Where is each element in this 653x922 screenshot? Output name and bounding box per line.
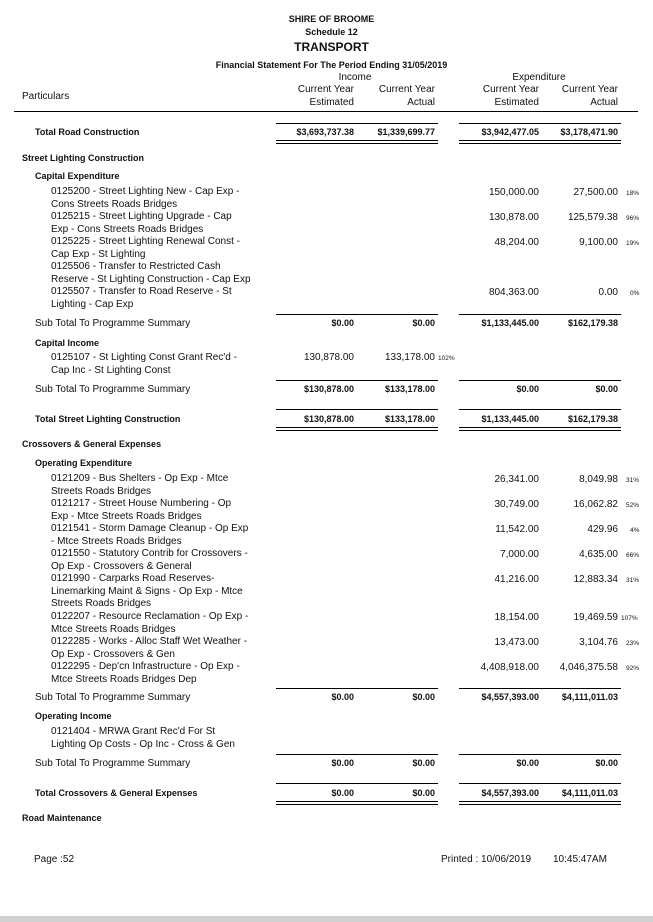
line-item-desc: 0125506 - Transfer to Restricted Cash Reserve - St Lighting Construction - Cap Exp xyxy=(51,261,251,285)
printed-date: Printed : 10/06/2019 xyxy=(441,854,532,865)
total-exp-est: $1,133,445.00 xyxy=(481,414,539,424)
group-heading: Capital Expenditure xyxy=(35,171,120,181)
subtotal-label: Sub Total To Programme Summary xyxy=(35,692,191,703)
line-item-pct: 31% xyxy=(626,577,640,584)
subtotal-inc-act: $0.00 xyxy=(412,318,435,328)
line-item-exp-est: 11,542.00 xyxy=(495,524,539,535)
double-rule xyxy=(459,427,621,431)
rule xyxy=(276,783,438,784)
col-inc-act-2: Actual xyxy=(407,97,435,108)
subtotal-inc-act: $0.00 xyxy=(412,692,435,702)
line-item-exp-act: 125,579.38 xyxy=(567,212,618,223)
subtotal-exp-act: $162,179.38 xyxy=(567,318,618,328)
double-rule xyxy=(459,140,621,144)
subtotal-inc-est: $130,878.00 xyxy=(303,384,354,394)
subtotal-exp-est: $4,557,393.00 xyxy=(481,692,539,702)
line-item-exp-act: 4,046,375.58 xyxy=(559,662,618,673)
line-item-desc: 0121217 - Street House Numbering - Op Exp - Mtce Streets Roads Bridges xyxy=(51,498,232,522)
schedule-label: Schedule 12 xyxy=(305,27,358,37)
line-item-desc: 0125107 - St Lighting Const Grant Rec'd - Cap Inc - St Lighting Const xyxy=(51,352,237,376)
total-road-inc-act: $1,339,699.77 xyxy=(377,127,435,137)
line-item-pct: 52% xyxy=(626,502,640,509)
line-item-exp-est: 4,408,918.00 xyxy=(480,662,539,673)
line-item-pct: 107% xyxy=(621,615,638,622)
total-exp-est: $4,557,393.00 xyxy=(481,788,539,798)
group-heading: Operating Expenditure xyxy=(35,458,133,468)
section-heading: Road Maintenance xyxy=(22,813,102,823)
line-item-exp-act: 9,100.00 xyxy=(579,237,618,248)
page-number: Page :52 xyxy=(34,854,75,865)
section-heading: Street Lighting Construction xyxy=(22,153,144,163)
line-item-desc: 0122295 - Dep'cn Infrastructure - Op Exp - Mtce Streets Roads Bridges Dep xyxy=(51,661,240,685)
line-item-desc: 0121550 - Statutory Contrib for Crossovers - Op Exp - Crossovers & General xyxy=(51,548,248,572)
line-item-desc: 0121541 - Storm Damage Cleanup - Op Exp - Mtce Streets Roads Bridges xyxy=(51,523,249,547)
line-item-exp-est: 41,216.00 xyxy=(494,574,539,585)
income-header: Income xyxy=(338,72,372,83)
line-item-desc: 0121209 - Bus Shelters - Op Exp - Mtce Streets Roads Bridges xyxy=(51,473,229,497)
line-item-exp-act: 19,469.59 xyxy=(573,612,618,623)
rule xyxy=(459,409,621,410)
rule xyxy=(276,409,438,410)
line-item-exp-est: 13,473.00 xyxy=(494,637,539,648)
line-item-desc: 0125215 - Street Lighting Upgrade - Cap Exp - Cons Streets Roads Bridges xyxy=(51,211,232,235)
line-item-pct: 102% xyxy=(438,355,455,362)
line-item-exp-act: 429.96 xyxy=(587,524,618,535)
rule xyxy=(459,783,621,784)
header-divider xyxy=(14,111,638,112)
line-item-inc-act: 133,178.00 xyxy=(384,352,435,363)
total-road-construction-label: Total Road Construction xyxy=(35,127,140,137)
total-road-inc-est: $3,693,737.38 xyxy=(296,127,354,137)
line-item-pct: 18% xyxy=(626,190,640,197)
line-item-pct: 23% xyxy=(626,640,640,647)
printed-time: 10:45:47AM xyxy=(553,854,607,865)
particulars-header: Particulars xyxy=(22,91,70,102)
subtotal-exp-est: $0.00 xyxy=(516,758,539,768)
rule xyxy=(459,123,621,124)
line-item-exp-act: 27,500.00 xyxy=(573,187,618,198)
line-item-desc: 0122207 - Resource Reclamation - Op Exp - Mtce Streets Roads Bridges xyxy=(51,611,249,635)
rule xyxy=(459,314,621,315)
subtotal-inc-act: $133,178.00 xyxy=(384,384,435,394)
line-item-exp-act: 4,635.00 xyxy=(579,549,618,560)
subtotal-exp-act: $4,111,011.03 xyxy=(561,692,618,702)
total-inc-act: $0.00 xyxy=(412,788,435,798)
total-exp-act: $4,111,011.03 xyxy=(561,788,618,798)
subtotal-exp-est: $0.00 xyxy=(516,384,539,394)
subtotal-exp-est: $1,133,445.00 xyxy=(481,318,539,328)
line-item-pct: 19% xyxy=(626,240,640,247)
col-inc-est-2: Estimated xyxy=(309,97,354,108)
section-heading: Crossovers & General Expenses xyxy=(22,439,162,449)
double-rule xyxy=(276,801,438,805)
rule xyxy=(459,688,621,689)
line-item-exp-est: 7,000.00 xyxy=(500,549,539,560)
rule xyxy=(276,314,438,315)
col-inc-act-1: Current Year xyxy=(378,84,435,95)
line-item-exp-act: 16,062.82 xyxy=(573,499,618,510)
line-item-desc: 0121404 - MRWA Grant Rec'd For St Lighting Op Costs - Op Inc - Cross & Gen xyxy=(51,726,235,750)
group-heading: Operating Income xyxy=(35,711,112,721)
rule xyxy=(459,754,621,755)
rule xyxy=(276,123,438,124)
col-exp-est-1: Current Year xyxy=(482,84,539,95)
line-item-exp-est: 804,363.00 xyxy=(488,287,539,298)
subtotal-inc-act: $0.00 xyxy=(412,758,435,768)
line-item-exp-act: 0.00 xyxy=(598,287,618,298)
section-total-label: Total Street Lighting Construction xyxy=(35,414,181,424)
subtotal-inc-est: $0.00 xyxy=(331,318,354,328)
line-item-pct: 0% xyxy=(630,290,640,297)
double-rule xyxy=(276,427,438,431)
col-exp-est-2: Estimated xyxy=(494,97,539,108)
total-inc-est: $130,878.00 xyxy=(303,414,354,424)
org-name: SHIRE OF BROOME xyxy=(288,14,375,24)
total-inc-est: $0.00 xyxy=(331,788,354,798)
col-inc-est-1: Current Year xyxy=(297,84,354,95)
subtotal-exp-act: $0.00 xyxy=(595,758,618,768)
line-item-desc: 0125507 - Transfer to Road Reserve - St Lighting - Cap Exp xyxy=(51,286,232,310)
line-item-exp-est: 18,154.00 xyxy=(494,612,539,623)
col-exp-act-1: Current Year xyxy=(561,84,618,95)
statement-period: Financial Statement For The Period Ending 31/05/2019 xyxy=(215,60,448,70)
col-exp-act-2: Actual xyxy=(590,97,618,108)
rule xyxy=(276,380,438,381)
double-rule xyxy=(276,140,438,144)
line-item-pct: 96% xyxy=(626,215,640,222)
line-item-desc: 0121990 - Carparks Road Reserves- Linemarking Maint & Signs - Op Exp - Mtce Streets Roads Bridges xyxy=(51,573,243,609)
line-item-exp-est: 130,878.00 xyxy=(488,212,539,223)
expenditure-header: Expenditure xyxy=(512,72,566,83)
line-item-desc: 0125200 - Street Lighting New - Cap Exp - Cons Streets Roads Bridges xyxy=(51,186,240,210)
line-item-exp-est: 48,204.00 xyxy=(494,237,539,248)
rule xyxy=(459,380,621,381)
line-item-pct: 92% xyxy=(626,665,640,672)
rule xyxy=(276,754,438,755)
section-total-label: Total Crossovers & General Expenses xyxy=(35,788,198,798)
subtotal-label: Sub Total To Programme Summary xyxy=(35,758,191,769)
line-item-exp-act: 3,104.76 xyxy=(579,637,618,648)
line-item-exp-est: 30,749.00 xyxy=(494,499,539,510)
subtotal-inc-est: $0.00 xyxy=(331,692,354,702)
line-item-desc: 0125225 - Street Lighting Renewal Const - Cap Exp - St Lighting xyxy=(51,236,241,260)
rule xyxy=(276,688,438,689)
report-title: TRANSPORT xyxy=(294,40,369,54)
line-item-pct: 4% xyxy=(630,527,640,534)
double-rule xyxy=(459,801,621,805)
subtotal-label: Sub Total To Programme Summary xyxy=(35,318,191,329)
line-item-pct: 66% xyxy=(626,552,640,559)
total-inc-act: $133,178.00 xyxy=(384,414,435,424)
total-exp-act: $162,179.38 xyxy=(567,414,618,424)
line-item-pct: 31% xyxy=(626,477,640,484)
line-item-exp-est: 150,000.00 xyxy=(488,187,539,198)
group-heading: Capital Income xyxy=(35,338,100,348)
subtotal-inc-est: $0.00 xyxy=(331,758,354,768)
subtotal-label: Sub Total To Programme Summary xyxy=(35,384,191,395)
total-road-exp-est: $3,942,477.05 xyxy=(481,127,539,137)
line-item-inc-est: 130,878.00 xyxy=(303,352,354,363)
subtotal-exp-act: $0.00 xyxy=(595,384,618,394)
line-item-exp-est: 26,341.00 xyxy=(494,474,539,485)
line-item-desc: 0122285 - Works - Alloc Staff Wet Weather - Op Exp - Crossovers & Gen xyxy=(51,636,248,660)
total-road-exp-act: $3,178,471.90 xyxy=(560,127,618,137)
line-item-exp-act: 12,883.34 xyxy=(573,574,618,585)
line-item-exp-act: 8,049.98 xyxy=(579,474,618,485)
page-bottom-edge xyxy=(0,916,653,922)
